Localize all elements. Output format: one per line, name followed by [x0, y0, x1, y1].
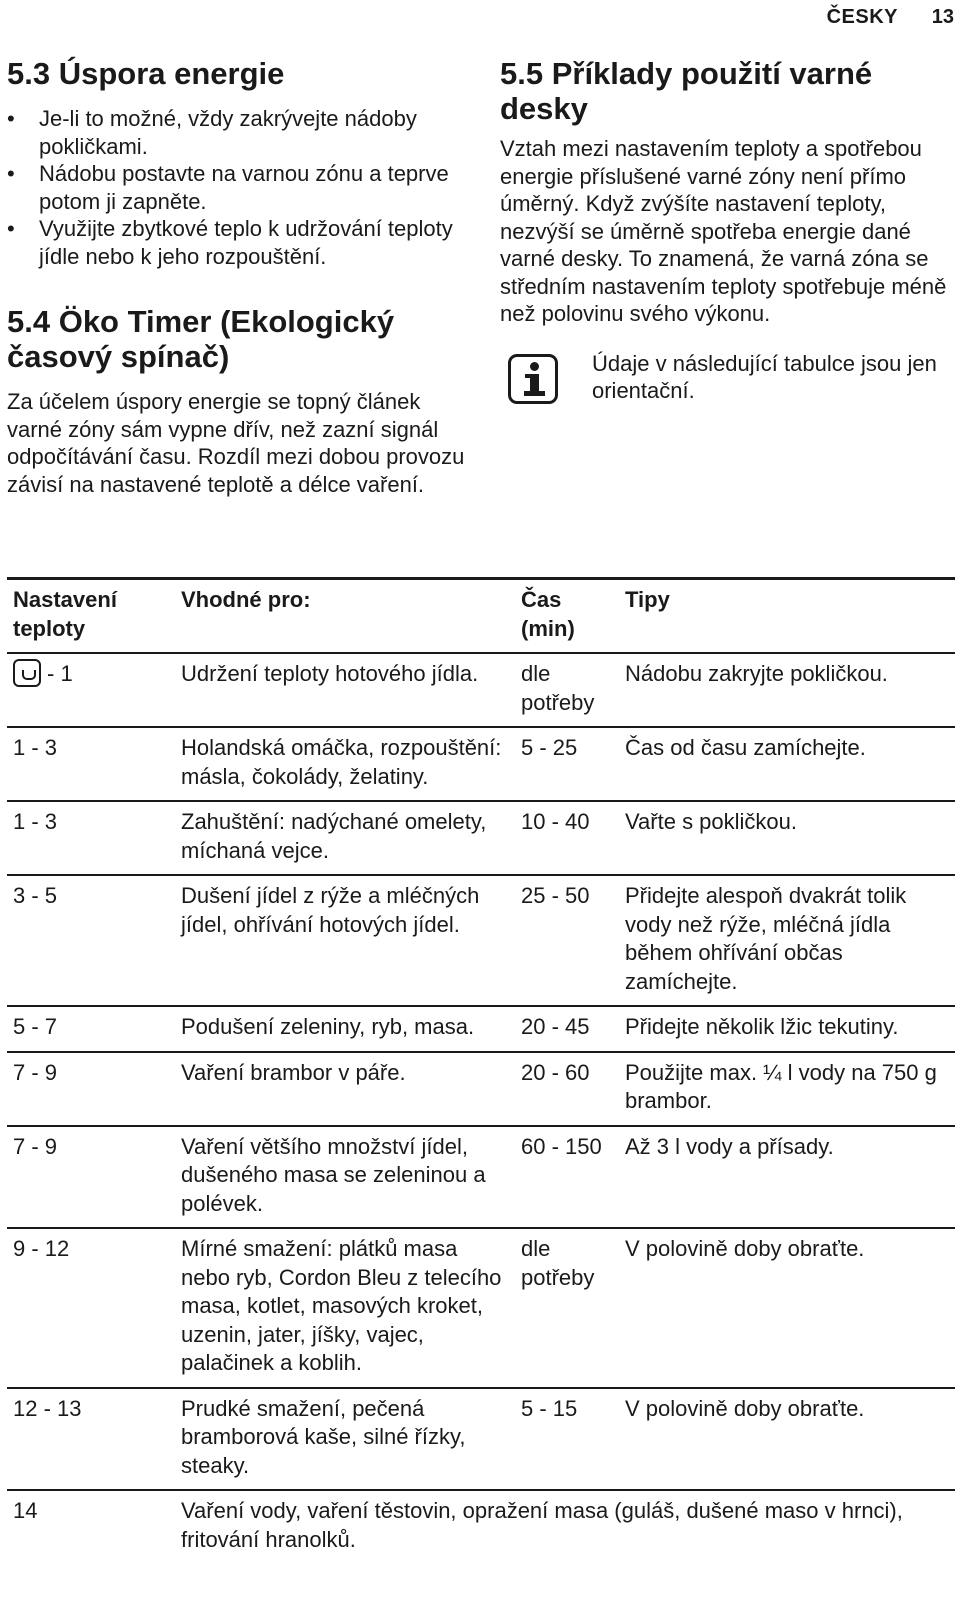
cell-use: Zahuštění: nadýchané omelety, míchaná vejce. [181, 809, 487, 863]
cell-setting: 7 - 9 [13, 1133, 58, 1159]
section-5-5-body: Vztah mezi nastavením teploty a spotřebou energie příslušené varné zóny není přímo úměrný. Když zvýšíte nastavení teploty, nezvýší se úměrně spotřeba energie dané varné desky. To znamená, že varná zóna se středním nastavením teploty spotřebuje méně než polovinu svého výkonu. [500, 136, 947, 326]
info-icon [508, 354, 558, 404]
cell-setting: 9 - 12 [13, 1236, 70, 1261]
cell-tips: Použijte max. ¼ l vody na 750 g brambor. [625, 1059, 937, 1113]
cell-time: 20 - 60 [521, 1059, 590, 1085]
language-label: ČESKY [826, 6, 898, 28]
cell-tips: Nádobu zakryjte pokličkou. [625, 661, 888, 686]
table-row [7, 875, 955, 1006]
cell-tips: Přidejte alespoň dvakrát tolik vody než rýže, mléčná jídla během ohřívání občas zamíchejte. [625, 883, 907, 994]
table-row [7, 1490, 955, 1563]
cell-setting: 14 [13, 1498, 38, 1523]
cell-time: dle potřeby [521, 661, 595, 715]
page-header [0, 6, 960, 30]
cell-setting: 7 - 9 [13, 1059, 58, 1085]
table-row [7, 801, 955, 875]
info-note-text: Údaje v následující tabulce jsou jen orientační. [592, 350, 937, 403]
right-column [500, 56, 956, 410]
table-row [7, 653, 955, 727]
cell-time: 25 - 50 [521, 883, 590, 908]
cell-setting [7, 653, 175, 727]
cell-use: Vaření vody, vaření těstovin, opražení masa (guláš, dušené maso v hrnci), fritování hranolků. [181, 1498, 903, 1552]
cell-setting: 1 - 3 [13, 735, 58, 760]
keep-warm-icon [13, 659, 41, 687]
section-5-5-title: 5.5 Příklady použití varné desky [500, 56, 873, 126]
cell-tips: Vařte s pokličkou. [625, 809, 798, 834]
info-note [500, 350, 956, 410]
table-row [7, 1126, 955, 1229]
cell-time: 5 - 15 [521, 1395, 578, 1421]
cell-time: 10 - 40 [521, 809, 590, 834]
table-row [7, 727, 955, 801]
table-header-row [7, 579, 955, 654]
list-item: • Nádobu postavte na varnou zónu a teprve potom ji zapněte. [7, 160, 467, 215]
table-row [7, 1388, 955, 1491]
cell-use: Vaření brambor v páře. [181, 1059, 406, 1085]
cell-tips: V polovině doby obraťte. [625, 1395, 865, 1421]
cell-setting: 12 - 13 [13, 1395, 82, 1421]
section-5-4-body: Za účelem úspory energie se topný článek varné zóny sám vypne dřív, než zazní signál odpočítávání času. Rozdíl mezi dobou provozu závisí na nastavené teplotě a délce vaření. [7, 389, 465, 497]
cell-use: Dušení jídel z rýže a mléčných jídel, ohřívání hotových jídel. [181, 883, 480, 937]
page-number: 13 [931, 6, 954, 28]
table-row [7, 1052, 955, 1126]
section-5-4-title: 5.4 Öko Timer (Ekologický časový spínač) [7, 304, 395, 374]
cell-use: Prudké smažení, pečená bramborová kaše, silné řízky, steaky. [181, 1395, 466, 1478]
cell-setting: 5 - 7 [13, 1014, 58, 1039]
cell-use: Mírné smažení: plátků masa nebo ryb, Cordon Bleu z telecího masa, kotlet, masových kroket, uzenin, jater, jíšky, vajec, palačinek a koblih. [181, 1236, 502, 1375]
header-time: Čas (min) [521, 587, 575, 641]
cell-use: Podušení zeleniny, ryb, masa. [181, 1014, 475, 1039]
cell-use: Holandská omáčka, rozpouštění: másla, čokolády, želatiny. [181, 735, 502, 789]
cell-tips: Až 3 l vody a přísady. [625, 1133, 834, 1159]
left-column [7, 56, 467, 498]
list-item: • Využijte zbytkové teplo k udržování teploty jídle nebo k jeho rozpouštění. [7, 215, 467, 270]
cell-time: 20 - 45 [521, 1014, 590, 1039]
cell-use: Udržení teploty hotového jídla. [181, 661, 479, 686]
cell-use: Vaření většího množství jídel, dušeného masa se zeleninou a polévek. [181, 1133, 486, 1216]
header-setting: Nastavení teploty [13, 587, 117, 641]
table-row [7, 1228, 955, 1388]
cooking-settings-table [7, 577, 955, 1563]
cell-time: 60 - 150 [521, 1133, 602, 1159]
section-5-3-title: 5.3 Úspora energie [7, 56, 285, 91]
table-row [7, 1006, 955, 1052]
cell-tips: Čas od času zamíchejte. [625, 735, 866, 760]
cell-tips: Přidejte několik lžic tekutiny. [625, 1014, 899, 1039]
cell-tips: V polovině doby obraťte. [625, 1236, 865, 1261]
cell-setting: 3 - 5 [13, 883, 58, 908]
cell-time: dle potřeby [521, 1236, 595, 1290]
cell-setting: 1 - 3 [13, 809, 58, 834]
cell-time: 5 - 25 [521, 735, 578, 760]
list-item: • Je-li to možné, vždy zakrývejte nádoby pokličkami. [7, 105, 467, 160]
header-tips: Tipy [625, 587, 670, 612]
energy-saving-list [7, 105, 467, 270]
cell-setting-text: - 1 [47, 661, 73, 686]
header-use: Vhodné pro: [181, 587, 311, 612]
